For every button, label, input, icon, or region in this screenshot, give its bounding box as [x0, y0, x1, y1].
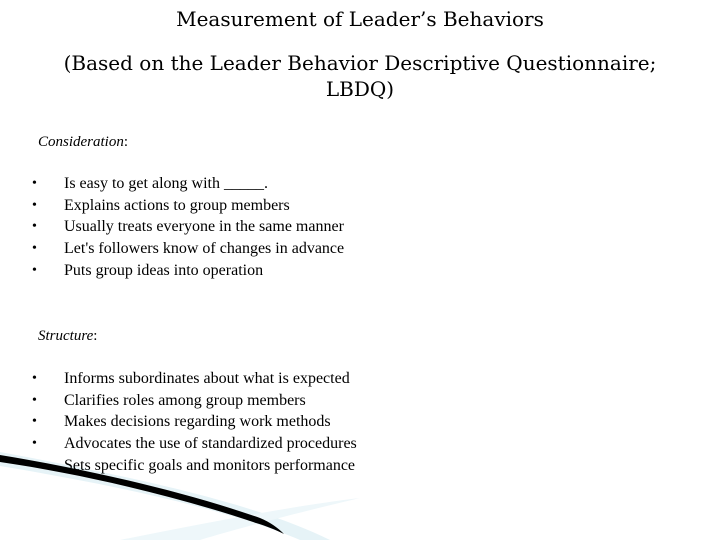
- list-item: [0, 173, 720, 195]
- section-heading-text: Consideration: [38, 134, 124, 150]
- list-item-text: Makes decisions regarding work methods: [64, 413, 331, 431]
- list-item: [0, 368, 720, 390]
- list-item: [0, 260, 720, 282]
- bullet-icon: •: [32, 262, 37, 278]
- bullet-icon: •: [32, 414, 37, 430]
- list-item: [0, 455, 720, 477]
- list-item-text: Usually treats everyone in the same manner: [64, 218, 344, 236]
- swoosh-light-band-2: [120, 498, 360, 540]
- list-item: [0, 390, 720, 412]
- section-heading-structure: [38, 326, 97, 346]
- list-item: [0, 216, 720, 238]
- slide-subtitle: (Based on the Leader Behavior Descriptive Questionnaire; LBDQ): [63, 51, 657, 101]
- bullet-icon: •: [32, 176, 37, 191]
- slide-title: Measurement of Leader’s Behaviors: [176, 7, 544, 31]
- bullet-icon: •: [32, 241, 37, 257]
- section-heading-colon: :: [123, 134, 129, 150]
- bullet-icon: •: [32, 371, 37, 386]
- list-item-text: Advocates the use of standardized procedures: [64, 435, 357, 453]
- consideration-list: [0, 173, 720, 281]
- bullet-icon: •: [32, 197, 37, 213]
- bullet-icon: •: [32, 392, 37, 408]
- section-heading-colon: :: [93, 328, 98, 344]
- bullet-icon: •: [32, 219, 37, 235]
- list-item: [0, 238, 720, 260]
- list-item-text: Informs subordinates about what is expected: [64, 370, 350, 387]
- section-heading-consideration: [38, 132, 128, 152]
- bullet-icon: •: [32, 457, 37, 473]
- list-item: [0, 433, 720, 455]
- section-heading-text: Structure: [38, 328, 94, 344]
- list-item-text: Explains actions to group members: [64, 196, 290, 214]
- list-item: [0, 411, 720, 433]
- list-item-text: Let's followers know of changes in advance: [64, 240, 345, 258]
- bullet-icon: •: [32, 436, 37, 452]
- list-item-text: Puts group ideas into operation: [64, 261, 264, 279]
- structure-list: [0, 368, 720, 476]
- list-item-text: Is easy to get along with _____.: [64, 175, 268, 192]
- list-item-text: Sets specific goals and monitors performance: [64, 456, 356, 474]
- list-item-text: Clarifies roles among group members: [64, 391, 306, 409]
- list-item: [0, 195, 720, 217]
